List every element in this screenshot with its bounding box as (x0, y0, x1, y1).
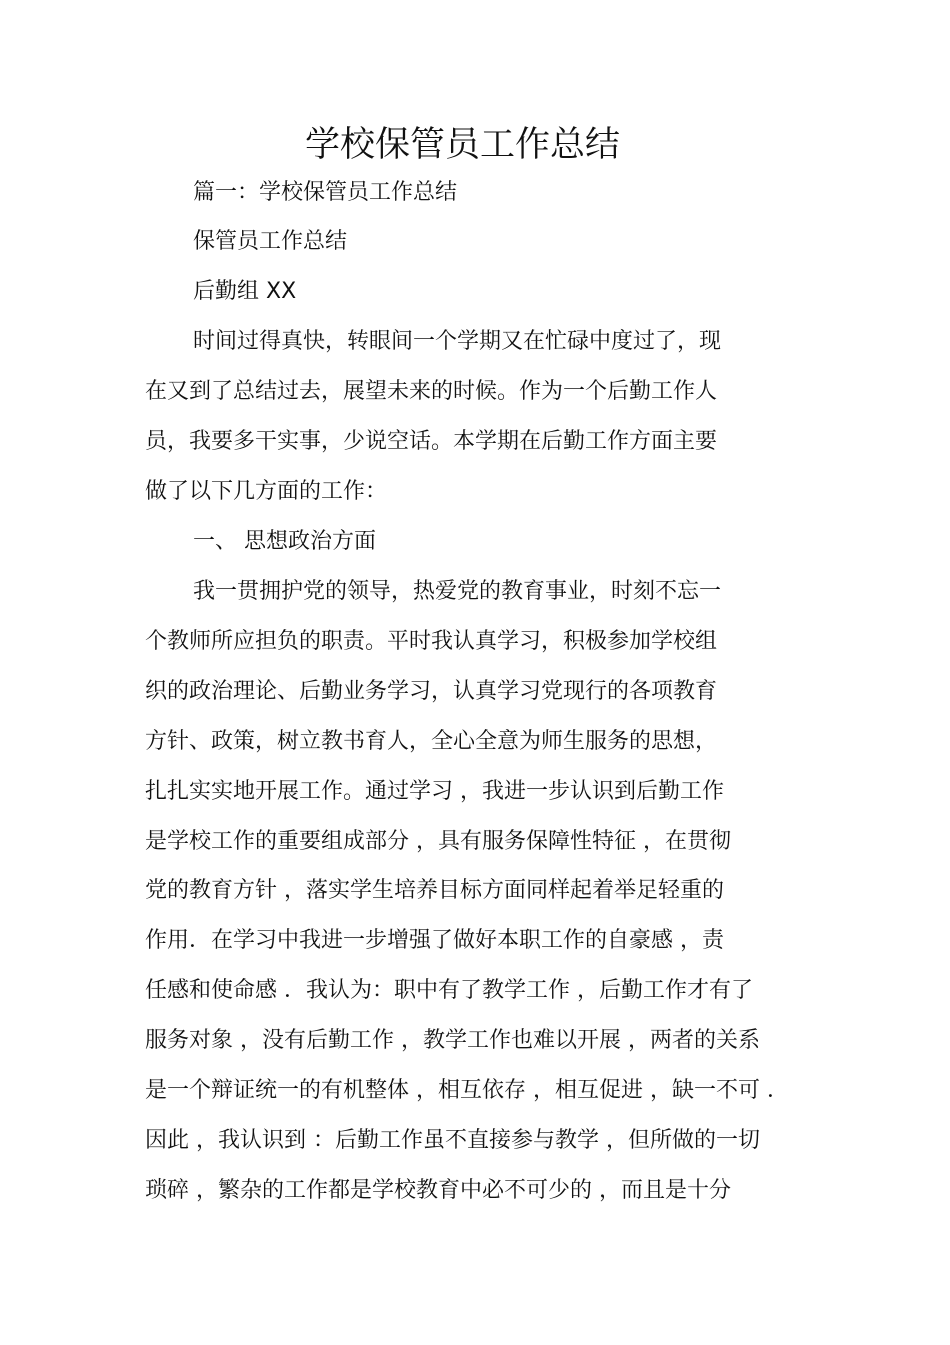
paragraph-line: 员，我要多干实事，少说空话。本学期在后勤工作方面主要 (145, 429, 718, 454)
paragraph-line: 琐碎 ，繁杂的工作都是学校教育中必不可少的 ，而且是十分 (145, 1178, 731, 1203)
paragraph-line: 因此 ，我认识到 ：后勤工作虽不直接参与教学 ，但所做的一切 (145, 1128, 760, 1153)
paragraph-line: 个教师所应担负的职责。平时我认真学习，积极参加学校组 (145, 629, 718, 654)
paragraph-line: 做了以下几方面的工作： (145, 479, 388, 504)
paragraph-line: 在又到了总结过去，展望未来的时候。作为一个后勤工作人 (145, 379, 718, 404)
article-heading: 篇一：学校保管员工作总结 (193, 180, 458, 205)
author-line: 后勤组 XX (193, 279, 297, 304)
paragraph-line: 党的教育方针 ，落实学生培养目标方面同样起着举足轻重的 (145, 878, 724, 903)
section-heading: 保管员工作总结 (193, 229, 348, 254)
paragraph-line: 任感和使命感 ．我认为：职中有了教学工作 ，后勤工作才有了 (145, 978, 753, 1003)
paragraph-line: 服务对象 ，没有后勤工作 ，教学工作也难以开展 ，两者的关系 (145, 1028, 760, 1053)
paragraph-line: 方针、政策，树立教书育人，全心全意为师生服务的思想， (145, 729, 718, 754)
paragraph-line: 是一个辩证统一的有机整体 ，相互依存 ，相互促进 ，缺一不可 ． (145, 1078, 789, 1103)
paragraph-line: 扎扎实实地开展工作。通过学习 ，我进一步认识到后勤工作 (145, 779, 724, 804)
paragraph-line: 是学校工作的重要组成部分 ，具有服务保障性特征 ，在贯彻 (145, 829, 731, 854)
subsection-heading: 一、 思想政治方面 (193, 529, 376, 554)
paragraph-line: 织的政治理论、后勤业务学习，认真学习党现行的各项教育 (145, 679, 718, 704)
paragraph-line: 我一贯拥护党的领导，热爱党的教育事业，时刻不忘一 (193, 579, 722, 604)
document-title: 学校保管员工作总结 (304, 125, 620, 165)
paragraph-line: 作用．在学习中我进一步增强了做好本职工作的自豪感 ，责 (145, 928, 724, 953)
paragraph-line: 时间过得真快，转眼间一个学期又在忙碌中度过了，现 (193, 329, 722, 354)
